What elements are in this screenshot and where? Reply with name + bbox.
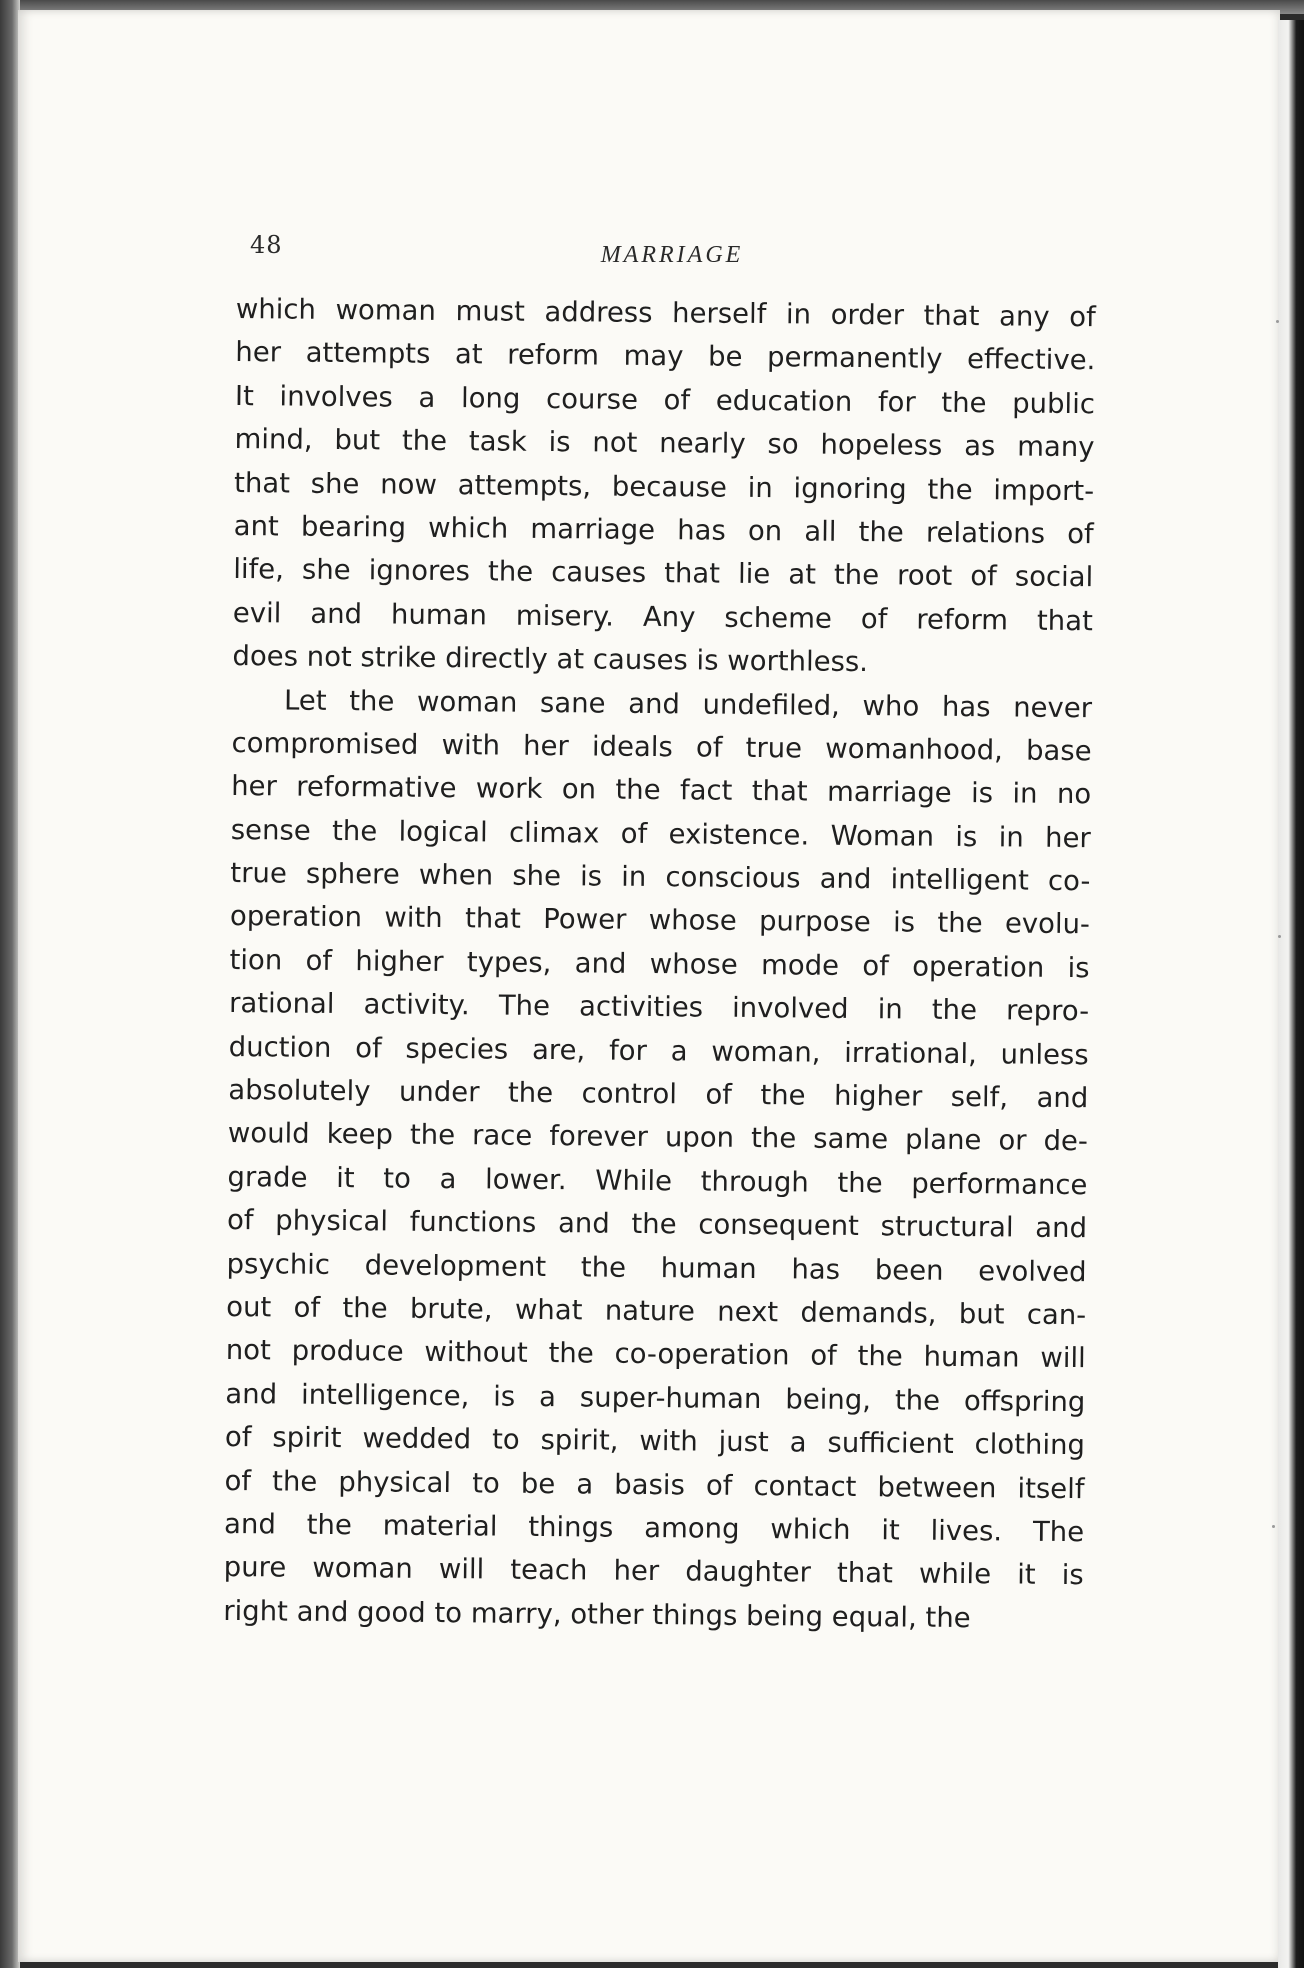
text-line: of the physical to be a basis of contact between itself [224, 1464, 1085, 1505]
body-text [223, 288, 1096, 1641]
text-line: evil and human misery. Any scheme of reform that [232, 596, 1093, 637]
text-line: her reformative work on the fact that marriage is in no [231, 770, 1092, 811]
text-line: right and good to marry, other things being equal, the [223, 1594, 971, 1634]
dust-speck [1276, 320, 1279, 323]
text-line: life, she ignores the causes that lie at the root of social [233, 553, 1094, 594]
text-line: sense the logical climax of existence. Woman is in her [230, 813, 1091, 854]
dust-speck [1272, 1525, 1275, 1528]
text-line: ant bearing which marriage has on all the relations of [233, 509, 1094, 551]
text-line: mind, but the task is not nearly so hopeless as many [234, 423, 1095, 464]
text-line: psychic development the human has been evolved [226, 1247, 1087, 1288]
text-line: would keep the race forever upon the same plane or de- [227, 1117, 1088, 1158]
text-line: Let the woman sane and undefiled, who has never [283, 683, 1093, 724]
page-number: 48 [250, 231, 283, 259]
text-line: rational activity. The activities involved in the repro- [228, 987, 1090, 1028]
text-line: compromised with her ideals of true womanhood, base [231, 726, 1092, 768]
text-line: not produce without the co-operation of the human will [225, 1334, 1086, 1375]
text-line: does not strike directly at causes is worthless. [232, 640, 869, 679]
text-line: her attempts at reform may be permanently effective. [235, 336, 1096, 377]
text-line: true sphere when she is in conscious and intelligent co- [230, 857, 1091, 898]
text-line: operation with that Power whose purpose is the evolu- [229, 900, 1091, 941]
text-line: pure woman will teach her daughter that while it is [223, 1551, 1084, 1592]
text-line: absolutely under the control of the higher self, and [228, 1073, 1089, 1115]
text-line: tion of higher types, and whose mode of operation is [229, 943, 1090, 985]
text-line: of spirit wedded to spirit, with just a sufficient clothing [224, 1421, 1086, 1462]
running-head: MARRIAGE [600, 242, 744, 268]
text-line: It involves a long course of education for the public [234, 379, 1096, 421]
dust-speck [1278, 935, 1281, 938]
text-line: duction of species are, for a woman, irrational, unless [228, 1030, 1089, 1071]
text-line: out of the brute, what nature next demands, but can- [226, 1290, 1087, 1332]
text-line: and intelligence, is a super-human being, the offspring [225, 1377, 1086, 1418]
text-line: of physical functions and the consequent structural and [226, 1204, 1088, 1245]
text-line: grade it to a lower. While through the performance [227, 1160, 1088, 1202]
text-line: which woman must address herself in order that any of [235, 292, 1096, 334]
binding-edge [0, 0, 20, 1968]
text-line: that she now attempts, because in ignoring the import- [233, 466, 1095, 507]
text-line: and the material things among which it lives. The [223, 1507, 1085, 1549]
page-fore-edge [1278, 20, 1304, 1968]
